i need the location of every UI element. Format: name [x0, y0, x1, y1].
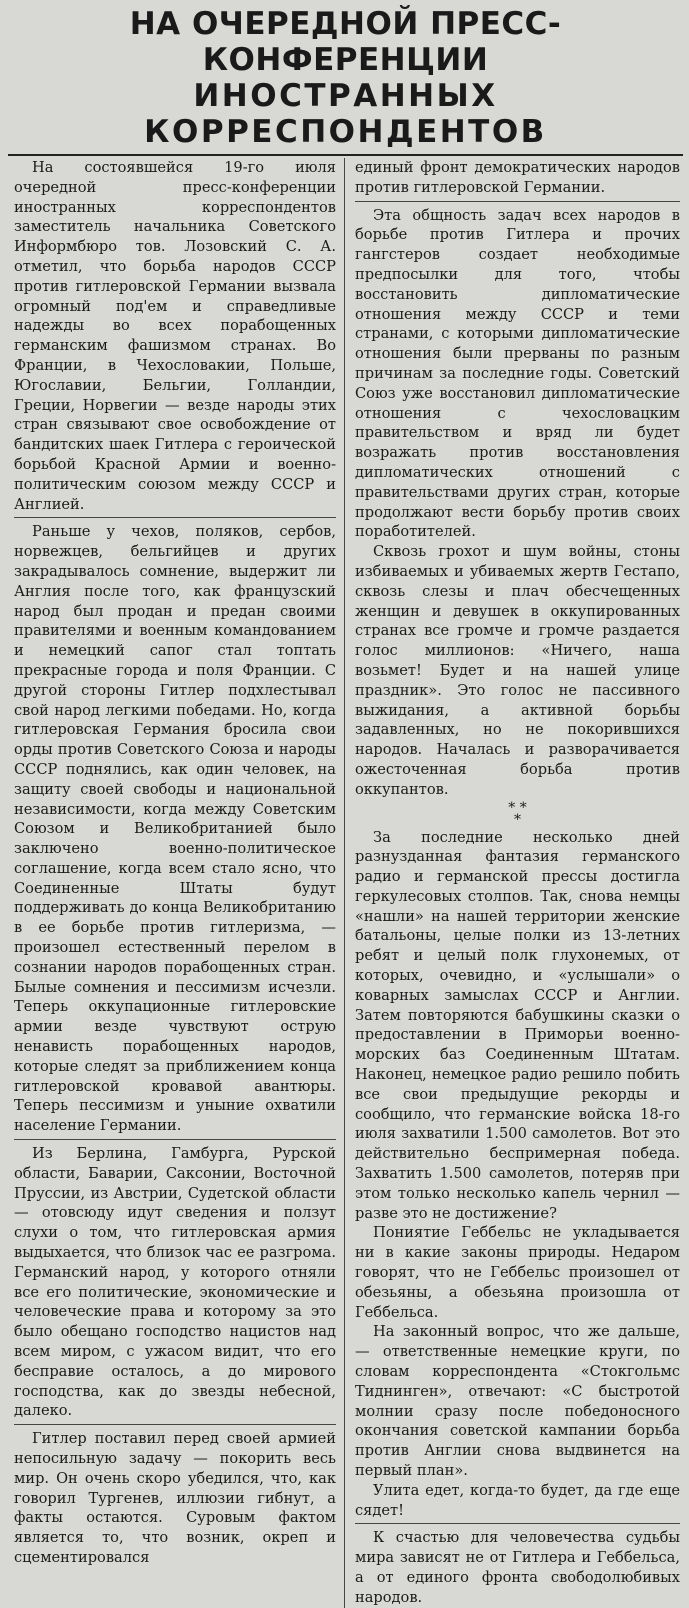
article-columns — [8, 158, 683, 1608]
article-paragraph: Сквозь грохот и шум войны, стоны избиваемых и убиваемых жертв Гестапо, сквозь слезы и плач обесчещенных женщин и девушек в оккупированных странах все громче и громче раздается голос миллионов: «Ничего, наша возьмет! Будет и на нашей улице праздник». Это голос не пассивного выжидания, а активной борьбы задавленных, но не покорившихся народов. Началась и разворачивается ожесточенная борьба против оккупантов. — [355, 543, 680, 798]
headline-line-1: НА ОЧЕРЕДНОЙ ПРЕСС-КОНФЕРЕНЦИИ — [129, 6, 562, 78]
left-column — [8, 158, 345, 1608]
article-paragraph: Из Берлина, Гамбурга, Рурской области, Баварии, Саксонии, Восточной Пруссии, из Австрии, Судетской области — отовсюду идут сведения и ползут слухи о том, что гитлеровская армия выдыхается, что близок час ее разгрома. Германский народ, у которого отняли все его политические, экономические и человеческие права и которому за это было обещано господство нацистов над всем миром, с ужасом видит, что его бесправие осталось, а до мирового господства, как до звезды небесной, далеко. — [14, 1139, 336, 1421]
article-paragraph-continuation: единый фронт демократических народов против гитлеровской Германии. — [355, 159, 680, 196]
article-paragraph: Улита едет, когда-то будет, да где еще сядет! — [355, 1481, 680, 1519]
headline-line-2: ИНОСТРАННЫХ КОРРЕСПОНДЕНТОВ — [144, 78, 547, 150]
article-paragraph: Раньше у чехов, поляков, сербов, норвежцев, бельгийцев и других закрадывалось сомнение, выдержит ли Англия после того, как французский народ был продан и предан своими правителями и военным командованием и немецкий сапог стал топтать прекрасные города и поля Франции. С другой стороны Гитлер подхлестывал свой народ легкими победами. Но, когда гитлеровская Германия бросила свои орды против Советского Союза и народы СССР поднялись, как один человек, на защиту своей свободы и национальной независимости, когда между Советским Союзом и Великобританией было заключено военно-политическое соглашение, когда всем стало ясно, что Соединенные Штаты будут поддерживать до конца Великобританию в ее борьбе против гитлеризма, — произошел естественный перелом в сознании народов порабощенных стран. Былые сомнения и пессимизм исчезли. Теперь оккупационные гитлеровские армии везде чувствуют острую ненависть порабощенных народов, которые следят за приближением конца гитлеровской кровавой авантюры. Теперь пессимизм и уныние охватили население Германии. — [14, 517, 336, 1136]
article-paragraph: За последние несколько дней разнузданная фантазия германского радио и германской прессы достигла геркулесовых столпов. Так, снова немцы «нашли» на нашей территории женские батальоны, целые полки из 13-летних ребят и целый полк глухонемых, от которых, очевидно, и «услышали» о коварных замыслах СССР и Англии. Затем повторяются бабушкины сказки о предоставлении в Приморьи военно-морских баз Соединенным Штатам. Наконец, немецкое радио решило побить все свои предыдущие рекорды и сообщило, что германские войска 18-го июля захватили 1.500 самолетов. Вот это действительно беспримерная победа. Захватить 1.500 самолетов, потеряв при этом только несколько капель чернил — разве это не достижение? — [355, 828, 680, 1222]
headline — [8, 6, 683, 150]
article-paragraph: Гитлер поставил перед своей армией непосильную задачу — покорить весь мир. Он очень скоро убедился, что, как говорил Тургенев, иллюзии гибнут, а факты остаются. Суровым фактом является то, что возник, окреп и сцементировался — [14, 1424, 336, 1568]
article-paragraph: На состоявшейся 19-го июля очередной пресс-конференции иностранных корреспондентов заместитель начальника Советского Информбюро тов. Лозовский С. А. отметил, что борьба народов СССР против гитлеровской Германии вызвала огромный под'ем и справедливые надежды во всех порабощенных германским фашизмом странах. Во Франции, в Чехословакии, Польше, Югославии, Бельгии, Голландии, Греции, Норвегии — везде народы этих стран связывают свое освобождение от бандитских шаек Гитлера с героической борьбой Красной Армии и военно-политическим союзом между СССР и Англией. — [14, 159, 336, 513]
headline-rule — [8, 154, 683, 156]
article-paragraph: К счастью для человечества судьбы мира зависят не от Гитлера и Геббельса, а от единого фронта свободолюбивых народов. — [355, 1523, 680, 1607]
article-paragraph: На законный вопрос, что же дальше, — ответственные немецкие круги, по словам корреспондента «Стокгольмс Тиднинген», отвечают: «С быстротой молнии сразу после победоносного окончания советской кампании борьба против Англии снова выдвинется на первый план». — [355, 1323, 680, 1479]
separator-asterisks: * * * — [508, 799, 527, 828]
right-column — [345, 158, 682, 1608]
article-paragraph: Эта общность задач всех народов в борьбе против Гитлера и прочих гангстеров создает необходимые предпосылки для того, чтобы восстановить дипломатические отношения между СССР и теми странами, с которыми дипломатические отношения были прерваны по разным причинам за последние годы. Советский Союз уже восстановил дипломатические отношения с чехословацким правительством и вряд ли будет возражать против восстановления дипломатических отношений с правительствами других стран, которые продолжают вести борьбу против своих поработителей. — [355, 201, 680, 543]
article-paragraph: Пониятие Геббельс не укладывается ни в какие законы природы. Недаром говорят, что не Геббельс произошел от обезьяны, а обезьяна произошла от Геббельса. — [355, 1224, 680, 1321]
section-separator — [355, 799, 680, 828]
